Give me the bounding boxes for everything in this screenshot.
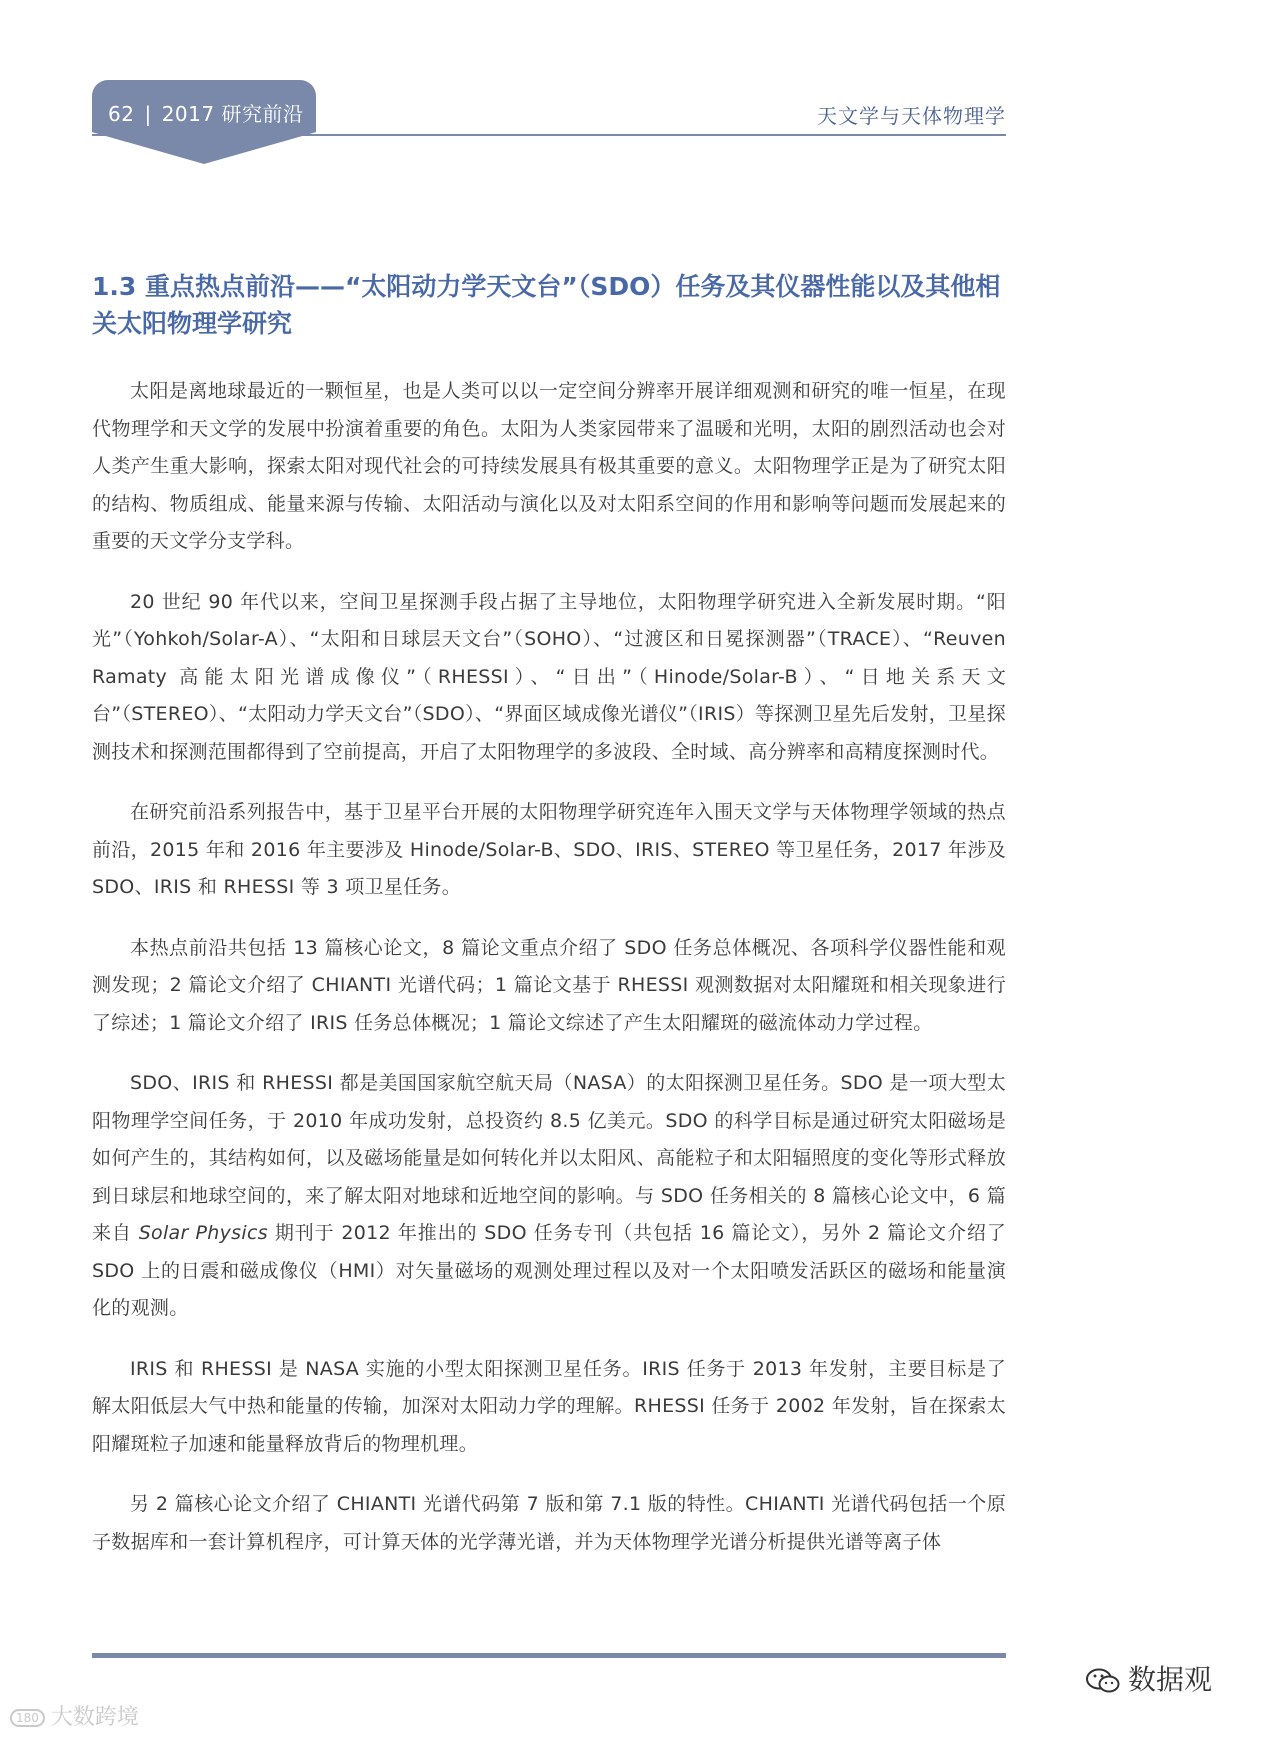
paragraph-text: SDO、IRIS 和 RHESSI 都是美国国家航空航天局（NASA）的太阳探测卫星任务。SDO 是一项大型太阳物理学空间任务，于 2010 年成功发射，总投资约 8.5 亿美元。SDO 的科学目标是通过研究太阳磁场是如何产生的，其结构如何，以及磁场能量是如何转化并以太阳风、高能粒子和太阳辐照度的变化等形式释放到日球层和地球空间的，来了解太阳对地球和近地空间的影响。与 SDO 任务相关的 8 篇核心论文中，6 篇来自 (92, 1072, 1006, 1244)
paragraph: 本热点前沿共包括 13 篇核心论文，8 篇论文重点介绍了 SDO 任务总体概况、各项科学仪器性能和观测发现；2 篇论文介绍了 CHIANTI 光谱代码；1 篇论文基于 RHESSI 观测数据对太阳耀斑和相关现象进行了综述；1 篇论文介绍了 IRIS 任务总体概况；1 篇论文综述了产生太阳耀斑的磁流体动力学过程。 (92, 936, 1006, 1034)
section-heading: 1.3 重点热点前沿——“太阳动力学天文台”（SDO）任务及其仪器性能以及其他相关太阳物理学研究 (92, 272, 1001, 338)
paragraph: 20 世纪 90 年代以来，空间卫星探测手段占据了主导地位，太阳物理学研究进入全新发展时期。“阳光”（Yohkoh/Solar-A）、“太阳和日球层天文台”（SOHO）、“过渡区和日冕探测器”（TRACE）、“Reuven Ramaty 高能太阳光谱成像仪”（RHESSI）、“日出”（Hinode/Solar-B）、“日地关系天文台”（STEREO）、“太阳动力学天文台”（SDO）、“界面区域成像光谱仪”（IRIS）等探测卫星先后发射，卫星探测技术和探测范围都得到了空前提高，开启了太阳物理学的多波段、全时域、高分辨率和高精度探测时代。 (92, 590, 1006, 763)
paragraph: 在研究前沿系列报告中，基于卫星平台开展的太阳物理学研究连年入围天文学与天体物理学领域的热点前沿，2015 年和 2016 年主要涉及 Hinode/Solar-B、SDO、IRIS、STEREO 等卫星任务，2017 年涉及 SDO、IRIS 和 RHESSI 等 3 项卫星任务。 (92, 801, 1006, 898)
header-page-info (108, 98, 303, 127)
watermark-badge: 180 (10, 1709, 45, 1727)
paragraph-text: 期刊于 2012 年推出的 SDO 任务专刊（共包括 16 篇论文），另外 2 篇论文介绍了 SDO 上的日震和磁成像仪（HMI）对矢量磁场的观测处理过程以及对一个太阳喷发活跃区的磁场和能量演化的观测。 (92, 1222, 1006, 1319)
wechat-icon (1086, 1668, 1120, 1694)
paragraph: 太阳是离地球最近的一颗恒星，也是人类可以以一定空间分辨率开展详细观测和研究的唯一恒星，在现代物理学和天文学的发展中扮演着重要的角色。太阳为人类家园带来了温暖和光明，太阳的剧烈活动也会对人类产生重大影响，探索太阳对现代社会的可持续发展具有极其重要的意义。太阳物理学正是为了研究太阳的结构、物质组成、能量来源与传输、太阳活动与演化以及对太阳系空间的作用和影响等问题而发展起来的重要的天文学分支学科。 (92, 380, 1006, 552)
header-rule (92, 134, 1006, 136)
page-number: 62 (108, 102, 135, 126)
paragraph (92, 1065, 1006, 1328)
footer-rule (92, 1653, 1006, 1658)
watermark-right (1086, 1658, 1212, 1698)
watermark-left-text: 大数跨境 (50, 1705, 139, 1730)
paragraph: IRIS 和 RHESSI 是 NASA 实施的小型太阳探测卫星任务。IRIS 任务于 2013 年发射，主要目标是了解太阳低层大气中热和能量的传输，加深对太阳动力学的理解。RHESSI 任务于 2002 年发射，旨在探索太阳耀斑粒子加速和能量释放背后的物理机理。 (92, 1357, 1006, 1455)
watermark-left (10, 1700, 139, 1731)
section-name: 天文学与天体物理学 (817, 104, 1006, 128)
paragraph: 另 2 篇核心论文介绍了 CHIANTI 光谱代码第 7 版和第 7.1 版的特性。CHIANTI 光谱代码包括一个原子数据库和一套计算机程序，可计算天体的光学薄光谱，并为天体物理学光谱分析提供光谱等离子体 (92, 1493, 1006, 1553)
report-title: 2017 研究前沿 (161, 102, 304, 126)
body-text (92, 373, 1006, 1584)
header-separator: | (144, 102, 152, 126)
journal-name: Solar Physics (138, 1222, 268, 1244)
watermark-right-text: 数据观 (1128, 1663, 1213, 1696)
